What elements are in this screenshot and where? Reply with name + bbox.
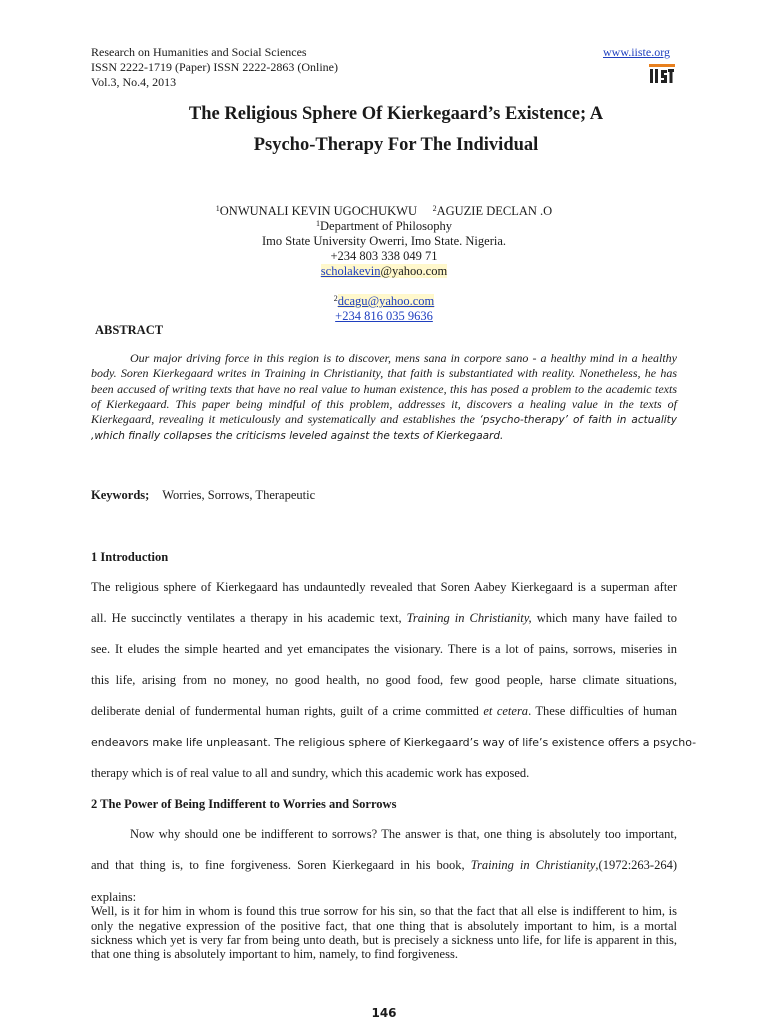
- journal-volume: Vol.3, No.4, 2013: [91, 75, 177, 89]
- department-name: Department of Philosophy: [320, 219, 452, 233]
- intro-line: therapy which is of real value to all and sundry, which this academic work has exposed.: [91, 766, 530, 780]
- paper-title-line2: Psycho-Therapy For The Individual: [253, 135, 539, 155]
- keywords: [91, 488, 315, 503]
- author1-name: ONWUNALI KEVIN UGOCHUKWU: [219, 204, 417, 218]
- author2-affil-mark: 2: [432, 204, 437, 213]
- abstract-text-end: ‘psycho-therapy’ of faith in actuality ,which finally collapses the criticisms leveled against the texts of Kierkegaard.: [91, 414, 677, 443]
- iiste-logo: [648, 61, 676, 85]
- abstract-text: Our major driving force in this region is to discover, mens sana in corpore sano - a healthy mind in a healthy body. Soren Kierkegaard writes in Training in Christianity, that faith is substantiated with reality. Nonetheless, he has been accused of writing texts that have no real value to human existence, this has posed a problem to the academic texts of Kierkegaard. This paper being mindful of this problem, addresses it, discovers a healing value in the texts of Kierkegaard, revealing it meticulously and systematically and establishes the: [91, 351, 677, 427]
- email1[interactable]: [0, 264, 768, 279]
- email1-user-link[interactable]: scholakevin: [320, 264, 381, 278]
- explains-label: explains:: [91, 890, 137, 904]
- block-quote: [91, 890, 677, 961]
- abstract-heading: ABSTRACT: [95, 323, 164, 337]
- phone2-link[interactable]: +234 816 035 9636: [335, 309, 433, 323]
- author1-affil-mark: 1: [215, 204, 220, 213]
- journal-url-link[interactable]: www.iiste.org: [603, 45, 670, 59]
- email2-affil-mark: 2: [333, 294, 338, 303]
- section-heading-introduction: 1 Introduction: [91, 550, 169, 564]
- email2-user-link[interactable]: dcagu: [337, 294, 368, 308]
- intro-line: The religious sphere of Kierkegaard has undauntedly revealed that Soren Aabey Kierkegaard is a superman after: [91, 580, 677, 594]
- section-heading-power: 2 The Power of Being Indifferent to Worries and Sorrows: [91, 797, 397, 811]
- intro-line: this life, arising from no money, no good health, no good food, few good people, harse climate situations,: [91, 673, 677, 687]
- intro-line: see. It eludes the simple hearted and yet emancipates the visionary. There is a lot of pains, sorrows, miseries in: [91, 642, 677, 656]
- email2[interactable]: [0, 294, 768, 309]
- intro-line: all. He succinctly ventilates a therapy in his academic text, Training in Christianity, which many have failed to: [91, 611, 678, 625]
- keywords-label: Keywords;: [91, 488, 150, 502]
- email1-domain: @yahoo.com: [380, 264, 448, 278]
- author2-name: AGUZIE DECLAN .O: [436, 204, 553, 218]
- page-number: 146: [371, 1006, 397, 1020]
- quote-text: Well, is it for him in whom is found this true sorrow for his sin, so that the fact that all else is indifferent to him, is only the negative expression of the positive fact, that one thing that is absolutely important to him, is a mortal sickness which yet is very far from being unto death, but is precisely a sickness unto life, for life is apparent in this, that one thing is absolutely important to him, namely, to find forgiveness.: [91, 904, 677, 962]
- journal-issn: ISSN 2222-1719 (Paper) ISSN 2222-2863 (Online): [91, 60, 338, 74]
- journal-name: Research on Humanities and Social Sciences: [91, 45, 307, 59]
- dept-affil-mark: 1: [316, 219, 321, 228]
- intro-line: endeavors make life unpleasant. The religious sphere of Kierkegaard’s way of life’s existence offers a psycho-: [91, 736, 697, 749]
- paper-title-line1: The Religious Sphere Of Kierkegaard’s Existence; A: [188, 104, 604, 124]
- abstract-body: [91, 351, 677, 445]
- author-names: [0, 204, 768, 219]
- phone1: +234 803 338 049 71: [330, 249, 438, 263]
- section2-line: Now why should one be indifferent to sorrows? The answer is that, one thing is absolutely too important,: [130, 827, 677, 841]
- keywords-values: Worries, Sorrows, Therapeutic: [162, 488, 316, 502]
- authors-block: [0, 204, 768, 324]
- section2-line: and that thing is, to fine forgiveness. Soren Kierkegaard in his book, Training in Christianity,(1972:263-264): [91, 858, 677, 872]
- department: [0, 219, 768, 234]
- email2-domain[interactable]: @yahoo.com: [367, 294, 435, 308]
- journal-header: [91, 45, 338, 90]
- university: Imo State University Owerri, Imo State. Nigeria.: [261, 234, 507, 248]
- intro-line: deliberate denial of fundermental human rights, guilt of a crime committed et cetera. These difficulties of human: [91, 704, 678, 718]
